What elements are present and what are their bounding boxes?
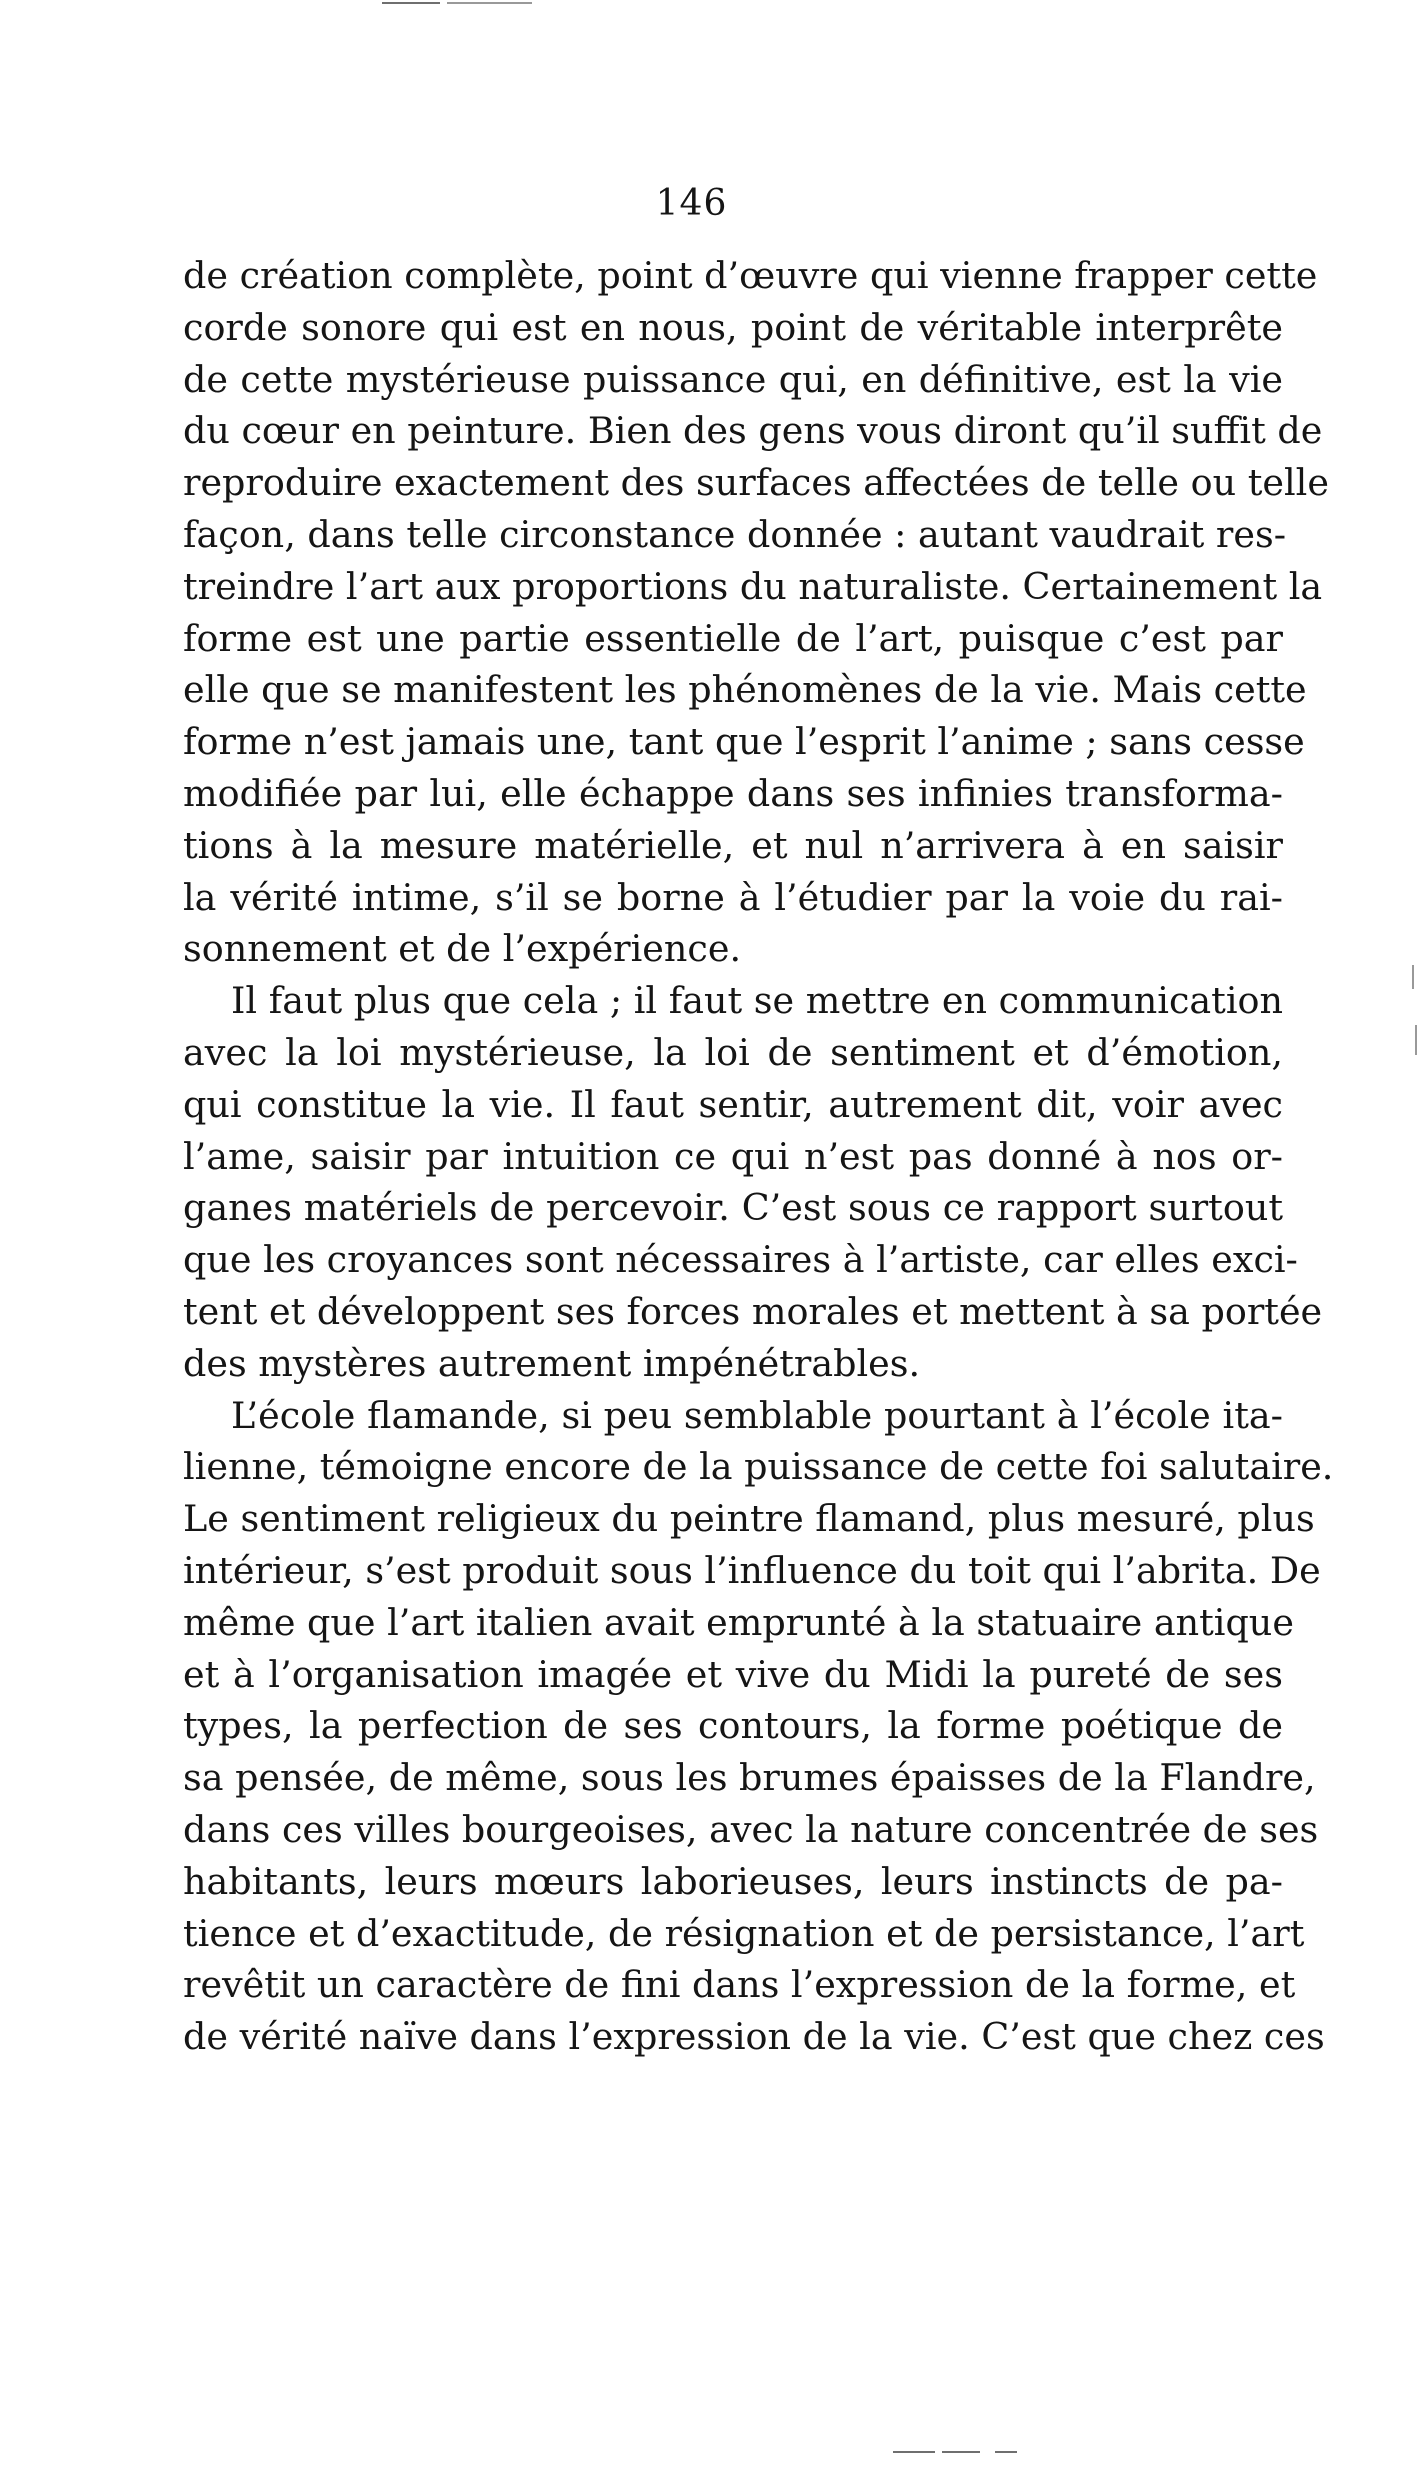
paragraph-start-line: L’école flamande, si peu semblable pourtant à l’école ita-: [231, 1393, 1283, 1437]
text-line: modifiée par lui, elle échappe dans ses infinies transforma-: [183, 771, 1283, 815]
page-number: 146: [655, 183, 728, 224]
text-line: sa pensée, de même, sous les brumes épaisses de la Flandre,: [183, 1756, 1316, 1800]
text-line: tience et d’exactitude, de résignation et de persistance, l’art: [183, 1911, 1305, 1955]
text-line: elle que se manifestent les phénomènes de la vie. Mais cette: [183, 668, 1307, 712]
text-line: façon, dans telle circonstance donnée : autant vaudrait res-: [183, 512, 1287, 556]
text-line: qui constitue la vie. Il faut sentir, autrement dit, voir avec: [183, 1082, 1283, 1126]
text-line: intérieur, s’est produit sous l’influence du toit qui l’abrita. De: [183, 1548, 1321, 1592]
text-line: habitants, leurs mœurs laborieuses, leurs instincts de pa-: [183, 1859, 1283, 1903]
text-line: l’ame, saisir par intuition ce qui n’est pas donné à nos or-: [183, 1134, 1283, 1178]
body-text: [183, 250, 1334, 2063]
text-line: de vérité naïve dans l’expression de la vie. C’est que chez ces: [183, 2015, 1325, 2059]
text-line: dans ces villes bourgeoises, avec la nature concentrée de ses: [183, 1807, 1319, 1851]
text-line: forme est une partie essentielle de l’art, puisque c’est par: [183, 616, 1283, 660]
text-line: que les croyances sont nécessaires à l’artiste, car elles exci-: [183, 1238, 1298, 1282]
text-line: même que l’art italien avait emprunté à la statuaire antique: [183, 1600, 1294, 1644]
text-line: de création complète, point d’œuvre qui vienne frapper cette: [183, 254, 1318, 297]
text-line: tent et développent ses forces morales et mettent à sa portée: [183, 1289, 1323, 1333]
text-line: corde sonore qui est en nous, point de véritable interprête: [183, 305, 1283, 349]
scan-artifact-bottom: [995, 2451, 1017, 2453]
text-line: de cette mystérieuse puissance qui, en définitive, est la vie: [183, 357, 1283, 401]
text-line: revêtit un caractère de fini dans l’expression de la forme, et: [183, 1963, 1296, 2007]
text-line: ganes matériels de percevoir. C’est sous ce rapport surtout: [183, 1186, 1283, 1230]
text-line: des mystères autrement impénétrables.: [183, 1341, 921, 1385]
text-line: du cœur en peinture. Bien des gens vous diront qu’il suffit de: [183, 409, 1323, 453]
text-line: reproduire exactement des surfaces affectées de telle ou telle: [183, 461, 1329, 505]
text-line: tions à la mesure matérielle, et nul n’arrivera à en saisir: [183, 823, 1283, 867]
scan-artifact-margin: [1415, 1025, 1417, 1055]
text-line: sonnement et de l’expérience.: [183, 927, 742, 971]
text-line: treindre l’art aux proportions du naturaliste. Certainement la: [183, 564, 1323, 608]
text-line: lienne, témoigne encore de la puissance de cette foi salutaire.: [183, 1445, 1334, 1489]
text-line: et à l’organisation imagée et vive du Midi la pureté de ses: [183, 1652, 1283, 1696]
text-line: types, la perfection de ses contours, la forme poétique de: [183, 1704, 1283, 1748]
scan-artifact-bottom: [942, 2451, 980, 2453]
scan-artifact-bottom: [893, 2451, 935, 2453]
scan-artifact-top: [382, 2, 440, 4]
text-line: forme n’est jamais une, tant que l’esprit l’anime ; sans cesse: [183, 720, 1305, 764]
text-line: la vérité intime, s’il se borne à l’étudier par la voie du rai-: [183, 875, 1283, 919]
scan-artifact-top: [447, 2, 532, 4]
text-line: Le sentiment religieux du peintre flamand, plus mesuré, plus: [183, 1497, 1315, 1541]
text-line: avec la loi mystérieuse, la loi de sentiment et d’émotion,: [183, 1030, 1283, 1074]
paragraph-start-line: Il faut plus que cela ; il faut se mettre en communication: [231, 979, 1283, 1023]
scan-artifact-margin: [1412, 965, 1414, 989]
